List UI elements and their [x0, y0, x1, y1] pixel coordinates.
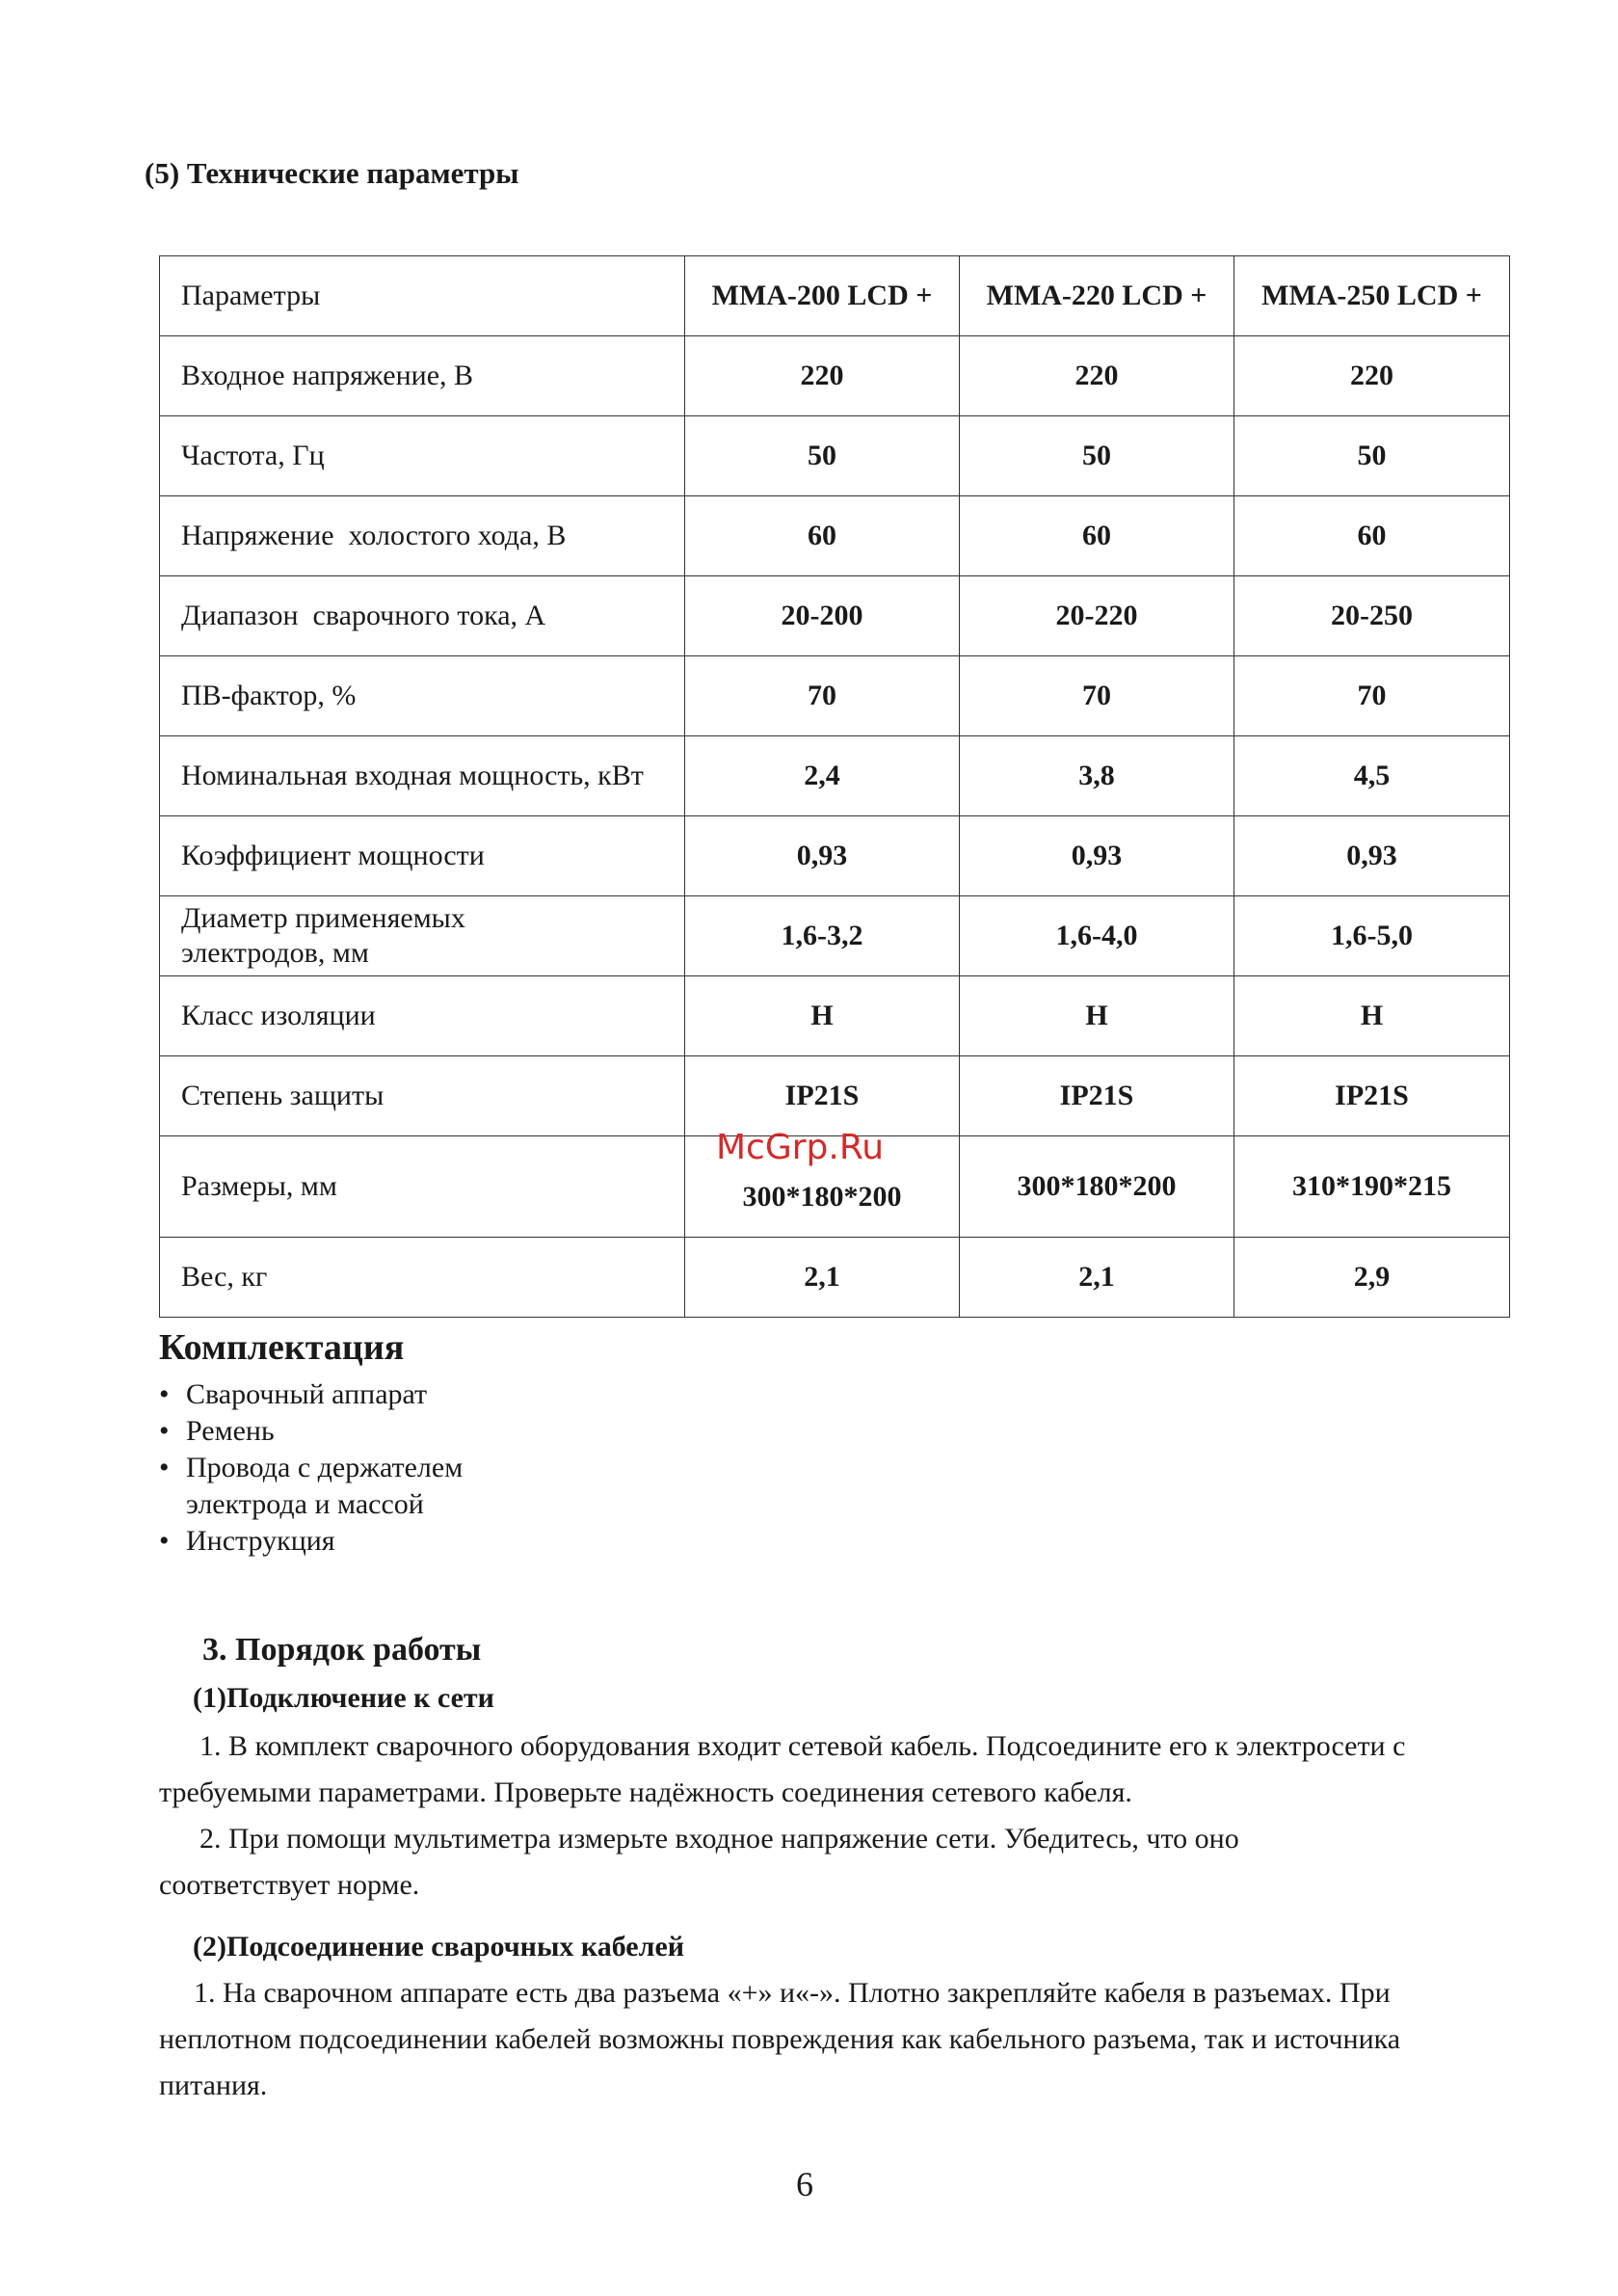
list-item-text: Инструкция [186, 1525, 335, 1557]
value-cell: IP21S [1234, 1056, 1510, 1136]
table-row [160, 496, 1510, 576]
param-cell: Диапазон сварочного тока, А [160, 576, 685, 656]
paragraph: 2. При помощи мультиметра измерьте входное напряжение сети. Убедитесь, что оно соответствует норме. [159, 1823, 1239, 1901]
header-cell: MMA-220 LCD + [960, 256, 1234, 336]
value-cell: 50 [960, 416, 1234, 496]
value-cell: 300*180*200 [685, 1136, 960, 1238]
value-cell: 0,93 [685, 816, 960, 896]
value-cell: 1,6-5,0 [1234, 896, 1510, 976]
param-cell: Входное напряжение, В [160, 336, 685, 416]
value-cell: 50 [1234, 416, 1510, 496]
table-row [160, 976, 1510, 1056]
value-cell: 300*180*200 [960, 1136, 1234, 1238]
list-item [159, 1376, 463, 1413]
param-cell: Вес, кг [160, 1238, 685, 1318]
value-cell: 0,93 [1234, 816, 1510, 896]
value-cell: 0,93 [960, 816, 1234, 896]
list-item [159, 1413, 463, 1450]
param-cell: Размеры, мм [160, 1136, 685, 1238]
value-cell: H [1234, 976, 1510, 1056]
table-row [160, 736, 1510, 816]
paragraph: 1. На сварочном аппарате есть два разъема «+» и«-». Плотно закрепляйте кабеля в разъемах. При неплотном подсоединении кабелей возможны повреждения как кабельного разъема, так и источника питания. [159, 1977, 1401, 2101]
table-row [160, 416, 1510, 496]
table-row [160, 816, 1510, 896]
list-item-text: электрода и массой [186, 1488, 424, 1520]
header-cell: MMA-250 LCD + [1234, 256, 1510, 336]
value-cell: 220 [1234, 336, 1510, 416]
page-number: 6 [796, 2165, 813, 2203]
value-cell: 3,8 [960, 736, 1234, 816]
param-cell: Степень защиты [160, 1056, 685, 1136]
paragraph: 1. В комплект сварочного оборудования входит сетевой кабель. Подсоедините его к электросети с требуемыми параметрами. Проверьте надёжность соединения сетевого кабеля. [159, 1730, 1406, 1808]
work-title: 3. Порядок работы [202, 1632, 482, 1668]
subsection-title: (1)Подключение к сети [193, 1682, 494, 1714]
value-cell: 4,5 [1234, 736, 1510, 816]
param-cell: Частота, Гц [160, 416, 685, 496]
value-cell: 60 [1234, 496, 1510, 576]
value-cell: 60 [685, 496, 960, 576]
kit-list [159, 1376, 463, 1560]
param-cell: ПВ-фактор, % [160, 656, 685, 736]
value-cell: 1,6-3,2 [685, 896, 960, 976]
watermark: McGrp.Ru [716, 1128, 885, 1167]
value-cell: 20-200 [685, 576, 960, 656]
value-cell: 220 [960, 336, 1234, 416]
list-item-text: Сварочный аппарат [186, 1378, 428, 1410]
value-cell: 220 [685, 336, 960, 416]
value-cell: IP21S [960, 1056, 1234, 1136]
table-row [160, 656, 1510, 736]
value-cell: H [685, 976, 960, 1056]
list-item [159, 1523, 463, 1560]
table-row [160, 896, 1510, 976]
value-cell: 50 [685, 416, 960, 496]
value-cell: 20-220 [960, 576, 1234, 656]
subsection-title: (2)Подсоединение сварочных кабелей [193, 1931, 685, 1962]
param-cell [160, 896, 685, 976]
value-cell: H [960, 976, 1234, 1056]
header-cell: Параметры [160, 256, 685, 336]
param-cell: Коэффициент мощности [160, 816, 685, 896]
list-item [159, 1450, 463, 1486]
value-cell: 70 [960, 656, 1234, 736]
bullet: • [159, 1378, 170, 1410]
table-header-row [160, 256, 1510, 336]
value-cell: 2,4 [685, 736, 960, 816]
section-title: (5) Технические параметры [145, 156, 519, 190]
table-row [160, 576, 1510, 656]
table-row [160, 1238, 1510, 1318]
param-cell: Напряжение холостого хода, В [160, 496, 685, 576]
table-row [160, 1056, 1510, 1136]
table-row [160, 336, 1510, 416]
bullet: • [159, 1452, 170, 1483]
bullet: • [159, 1525, 170, 1557]
param-cell: Класс изоляции [160, 976, 685, 1056]
value-cell: IP21S [685, 1056, 960, 1136]
param-line: Диаметр применяемых [181, 902, 465, 934]
list-item-text: Ремень [186, 1415, 275, 1447]
param-line: электродов, мм [181, 937, 369, 969]
value-cell: 70 [685, 656, 960, 736]
param-cell: Номинальная входная мощность, кВт [160, 736, 685, 816]
bullet: • [159, 1415, 170, 1447]
value-cell: 20-250 [1234, 576, 1510, 656]
value-cell: 70 [1234, 656, 1510, 736]
value-cell: 2,1 [960, 1238, 1234, 1318]
kit-title: Комплектация [159, 1327, 405, 1368]
value-cell: 1,6-4,0 [960, 896, 1234, 976]
list-item-text: Провода с держателем [186, 1452, 464, 1483]
value-cell: 2,9 [1234, 1238, 1510, 1318]
value-cell: 60 [960, 496, 1234, 576]
header-cell: MMA-200 LCD + [685, 256, 960, 336]
value-cell: 310*190*215 [1234, 1136, 1510, 1238]
list-item-continuation [159, 1486, 463, 1523]
value-cell: 2,1 [685, 1238, 960, 1318]
